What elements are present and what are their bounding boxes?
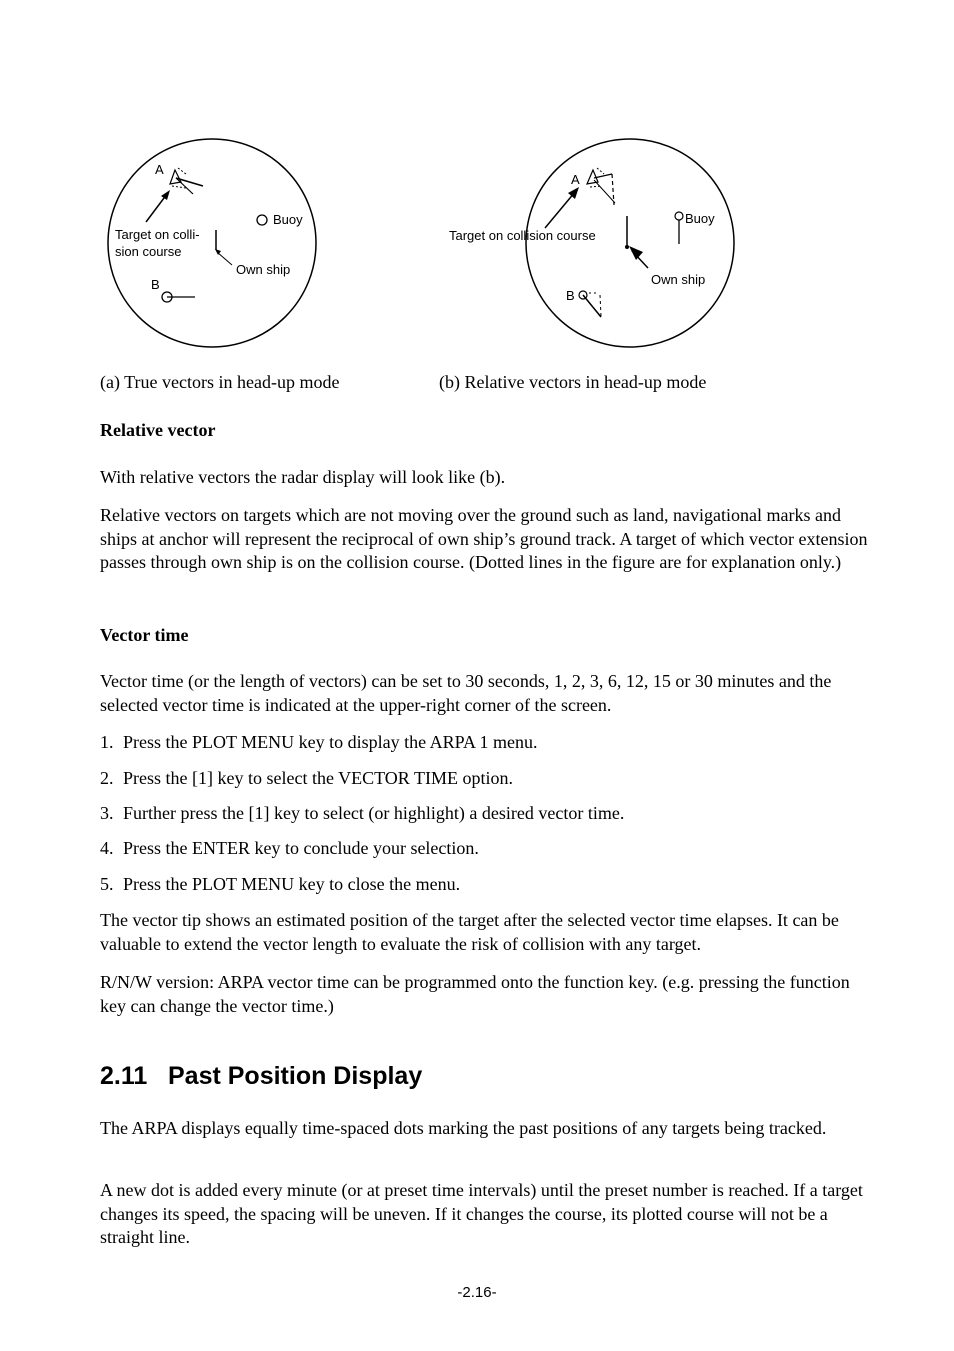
own-ship-label: Own ship	[236, 262, 291, 277]
target-pointer-arrow	[545, 192, 575, 228]
list-item: 5. Press the PLOT MENU key to close the menu.	[100, 874, 461, 894]
list-item: 1. Press the PLOT MENU key to display the ARPA 1 menu.	[100, 732, 538, 752]
heading-vector-time: Vector time	[100, 625, 189, 645]
figure-relative-vectors	[440, 130, 740, 355]
buoy-label: Buoy	[273, 212, 303, 227]
list-item: 3. Further press the [1] key to select (or highlight) a desired vector time.	[100, 803, 625, 823]
figure-true-vectors	[100, 130, 330, 355]
caption-a: (a) True vectors in head-up mode	[100, 372, 340, 392]
paragraph: The vector tip shows an estimated position of the target after the selected vector time elapses. It can be valuable to extend the vector length to evaluate the risk of collision with any target.	[100, 910, 839, 954]
section-heading: 2.11 Past Position Display	[100, 1062, 423, 1090]
target-b-dotted-extension	[600, 295, 601, 316]
target-label-line1: Target on colli-	[115, 227, 200, 242]
label-a: A	[571, 172, 580, 187]
target-b-vector	[583, 295, 601, 317]
list-item: 4. Press the ENTER key to conclude your selection.	[100, 838, 479, 858]
radar-circle	[526, 139, 734, 347]
paragraph: Relative vectors on targets which are not moving over the ground such as land, navigational marks and ships at anchor will represent the reciprocal of own ship’s ground track. A target of which vector extension passes through own ship is on the collision course. (Dotted lines in the figure are for explanation only.)	[100, 505, 868, 572]
label-b: B	[566, 288, 575, 303]
caption-b: (b) Relative vectors in head-up mode	[439, 372, 707, 392]
own-ship-dot	[625, 245, 629, 249]
radar-circle	[108, 139, 316, 347]
paragraph: R/N/W version: ARPA vector time can be programmed onto the function key. (e.g. pressing the function key can change the vector time.)	[100, 972, 850, 1016]
label-b: B	[151, 277, 160, 292]
target-label: Target on collision course	[449, 228, 596, 243]
paragraph: A new dot is added every minute (or at preset time intervals) until the preset number is reached. If a target changes its speed, the spacing will be uneven. If it changes the course, its plotted course will not be a straight line.	[100, 1180, 863, 1247]
target-a-vector	[594, 174, 612, 178]
target-label-line2: sion course	[115, 244, 182, 259]
paragraph: The ARPA displays equally time-spaced dots marking the past positions of any targets being tracked.	[100, 1118, 827, 1138]
buoy-symbol	[675, 212, 683, 220]
label-a: A	[155, 162, 164, 177]
list-item: 2. Press the [1] key to select the VECTOR TIME option.	[100, 768, 513, 788]
target-pointer-arrow	[146, 194, 167, 222]
buoy-symbol	[257, 215, 267, 225]
own-ship-label: Own ship	[651, 272, 706, 287]
target-a-dashes	[178, 168, 186, 174]
buoy-label: Buoy	[685, 211, 715, 226]
paragraph: With relative vectors the radar display will look like (b).	[100, 467, 506, 487]
heading-relative-vector: Relative vector	[100, 420, 216, 440]
paragraph: Vector time (or the length of vectors) can be set to 30 seconds, 1, 2, 3, 6, 12, 15 or 30 minutes and the selected vector time is indicated at the upper-right corner of the screen.	[100, 671, 832, 715]
page-number: -2.16-	[457, 1284, 497, 1301]
